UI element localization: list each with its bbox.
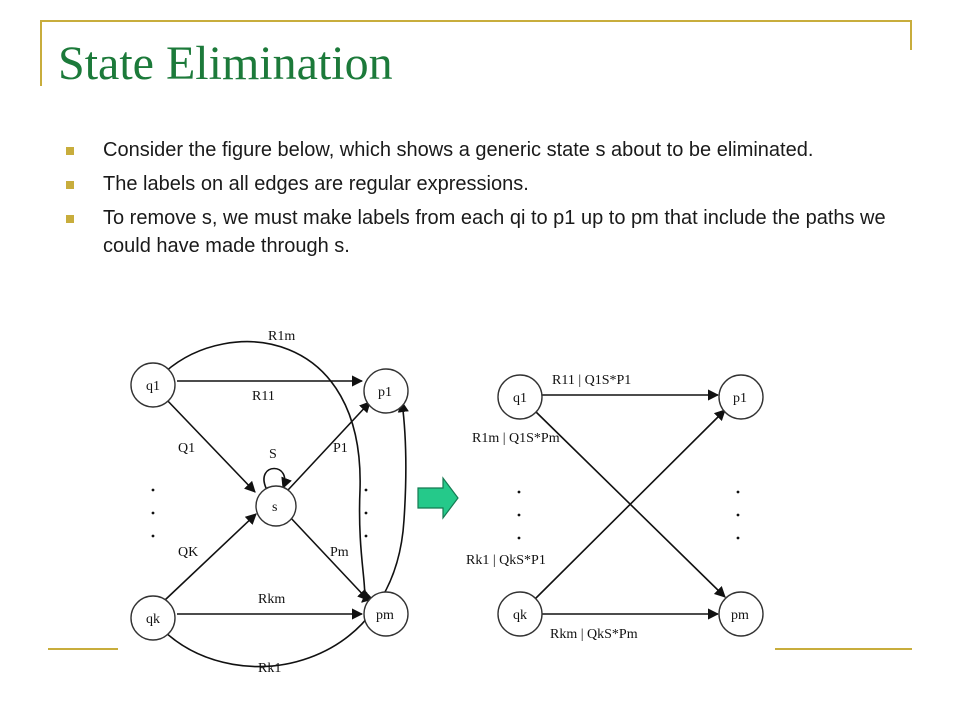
node-pm-label: pm <box>376 608 394 623</box>
edge-after-label-q1-pm: R1m | Q1S*Pm <box>472 431 560 446</box>
edge-label-Rk1: Rk1 <box>258 661 282 676</box>
edge-label-R1m: R1m <box>268 329 296 344</box>
edge-label-S: S <box>269 447 277 462</box>
node-qk-label: qk <box>146 612 160 627</box>
edge-label-P1: P1 <box>333 441 348 456</box>
node-p1-label: p1 <box>378 385 392 400</box>
edge-after-label-qk-pm: Rkm | QkS*Pm <box>550 627 638 642</box>
node-after-p1-label: p1 <box>733 391 747 406</box>
bullet-text: To remove s, we must make labels from each qi to p1 up to pm that include the paths we could have made through s. <box>103 207 886 257</box>
edge-label-QK: QK <box>178 545 199 560</box>
edge-label-Rkm: Rkm <box>258 592 286 607</box>
page-title: State Elimination <box>58 37 393 90</box>
edge-label-Q1: Q1 <box>178 441 196 456</box>
node-q1-label: q1 <box>146 379 160 394</box>
edge-label-Pm: Pm <box>330 545 349 560</box>
edge-label-R11: R11 <box>252 389 275 404</box>
node-after-pm-label: pm <box>731 608 749 623</box>
edge-after-label-qk-p1: Rk1 | QkS*P1 <box>466 553 546 568</box>
edge-after-label-q1-p1: R11 | Q1S*P1 <box>552 373 632 388</box>
node-after-qk-label: qk <box>513 608 527 623</box>
bullet-text: Consider the figure below, which shows a generic state s about to be eliminated. <box>103 139 814 161</box>
node-s-label: s <box>272 500 278 515</box>
bullet-text: The labels on all edges are regular expressions. <box>103 173 529 195</box>
node-after-q1-label: q1 <box>513 391 527 406</box>
